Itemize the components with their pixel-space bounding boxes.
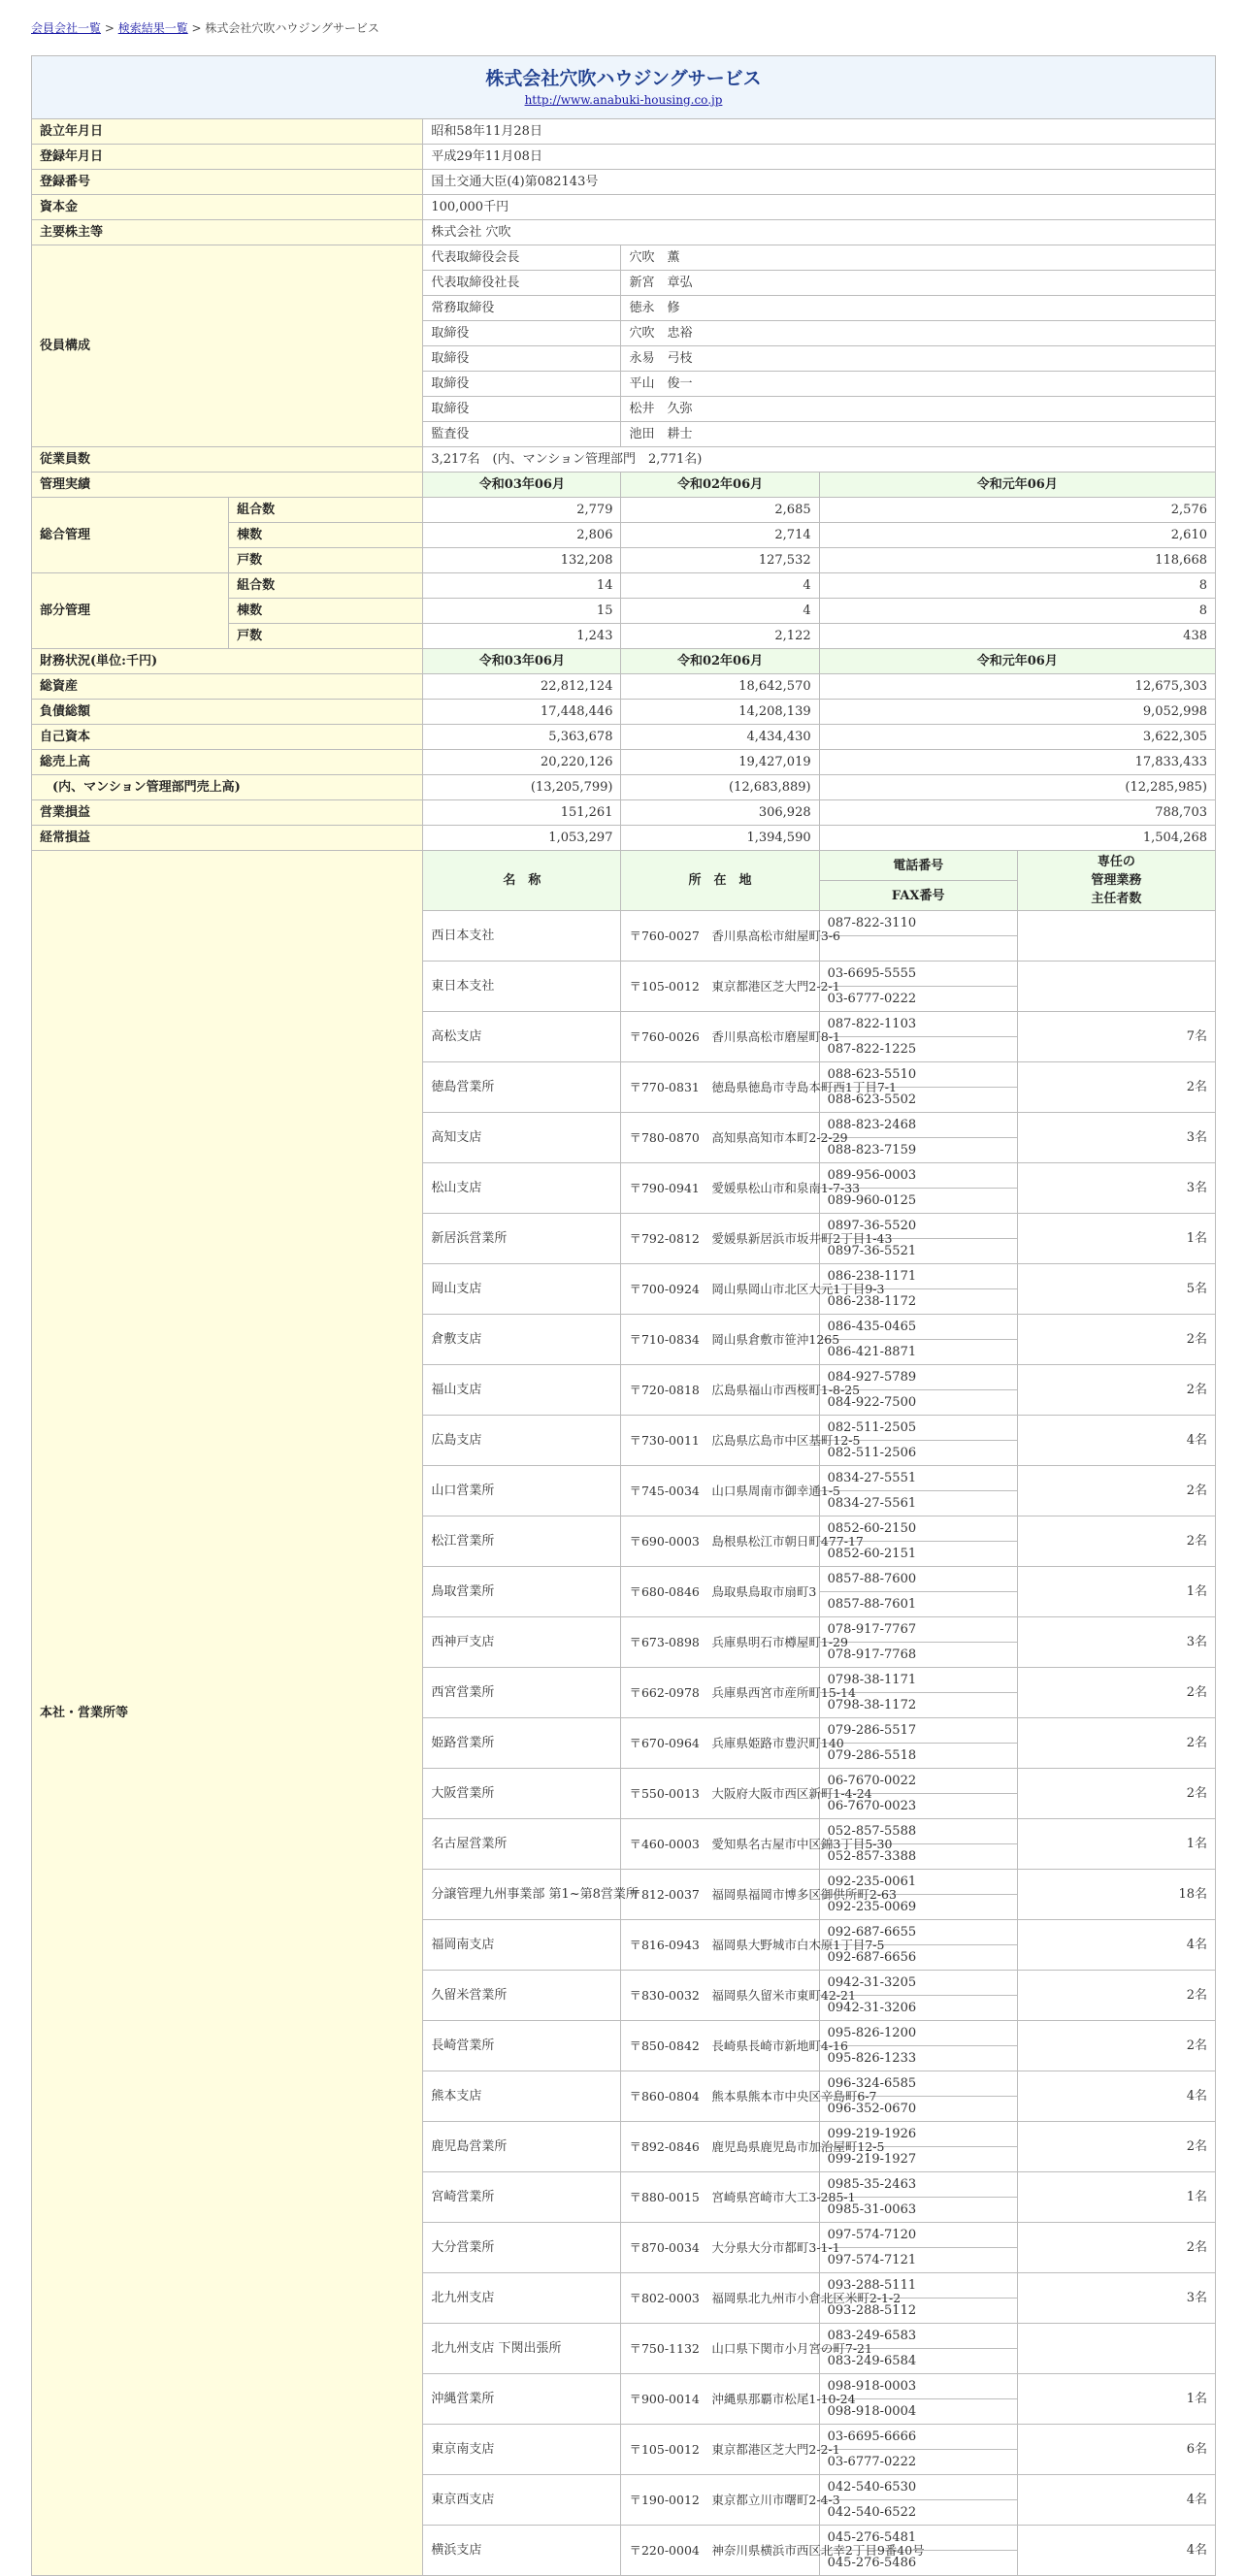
office-fax: 088-623-5502 [819, 1088, 1017, 1113]
office-name: 久留米営業所 [423, 1971, 621, 2021]
info-label: 設立年月日 [32, 119, 423, 145]
office-name: 倉敷支店 [423, 1315, 621, 1365]
office-tel: 0942-31-3205 [819, 1971, 1017, 1996]
info-value: 100,000千円 [423, 195, 1216, 220]
office-address: 〒220-0004 神奈川県横浜市西区北幸2丁目9番40号 [621, 2526, 819, 2576]
company-name: 株式会社穴吹ハウジングサービス [485, 67, 762, 89]
breadcrumb-results-link[interactable]: 検索結果一覧 [117, 21, 188, 35]
office-fax: 06-7670-0023 [819, 1794, 1017, 1819]
office-manager-count: 2名 [1017, 2122, 1215, 2172]
finance-value: 17,448,446 [423, 700, 621, 725]
finance-row-label: (内、マンション管理部門売上高) [32, 775, 423, 800]
info-row [32, 220, 1216, 245]
office-address: 〒870-0034 大分県大分市都町3-1-1 [621, 2223, 819, 2273]
officer-title: 取締役 [423, 321, 621, 346]
finance-value: (12,285,985) [819, 775, 1215, 800]
office-tel: 0834-27-5551 [819, 1466, 1017, 1491]
finance-row-label: 営業損益 [32, 800, 423, 826]
office-fax: 03-6777-0222 [819, 987, 1017, 1012]
office-name: 名古屋営業所 [423, 1819, 621, 1870]
management-year: 令和03年06月 [423, 473, 621, 498]
office-fax: 093-288-5112 [819, 2299, 1017, 2324]
officer-name: 平山 俊一 [621, 372, 1216, 397]
office-name: 沖縄営業所 [423, 2374, 621, 2425]
office-fax: 087-822-1225 [819, 1037, 1017, 1062]
office-fax: 084-922-7500 [819, 1390, 1017, 1416]
management-value: 2,576 [819, 498, 1215, 523]
office-name: 鳥取営業所 [423, 1567, 621, 1617]
officer-title: 取締役 [423, 372, 621, 397]
office-tel: 06-7670-0022 [819, 1769, 1017, 1794]
finance-value: 4,434,430 [621, 725, 819, 750]
office-name: 大分営業所 [423, 2223, 621, 2273]
office-manager-count: 2名 [1017, 1718, 1215, 1769]
office-tel: 079-286-5517 [819, 1718, 1017, 1744]
office-name: 松山支店 [423, 1163, 621, 1214]
office-tel: 0857-88-7600 [819, 1567, 1017, 1592]
office-name: 福岡南支店 [423, 1920, 621, 1971]
office-fax: 0985-31-0063 [819, 2198, 1017, 2223]
breadcrumb [31, 19, 379, 36]
office-tel: 082-511-2505 [819, 1416, 1017, 1441]
office-fax: 082-511-2506 [819, 1441, 1017, 1466]
office-fax: 083-249-6584 [819, 2349, 1017, 2374]
office-address: 〒105-0012 東京都港区芝大門2-2-1 [621, 2425, 819, 2475]
office-tel: 03-6695-5555 [819, 962, 1017, 987]
office-tel: 03-6695-6666 [819, 2425, 1017, 2450]
office-address: 〒550-0013 大阪府大阪市西区新町1-4-24 [621, 1769, 819, 1819]
office-name: 分譲管理九州事業部 第1~第8営業所 [423, 1870, 621, 1920]
finance-value: (13,205,799) [423, 775, 621, 800]
company-title-cell [32, 56, 1216, 119]
office-tel: 098-918-0003 [819, 2374, 1017, 2399]
offices-header-manager-line: 管理業務 [1091, 873, 1142, 888]
office-tel: 087-822-3110 [819, 911, 1017, 936]
officer-row [32, 245, 1216, 271]
office-fax: 092-687-6656 [819, 1945, 1017, 1971]
management-value: 2,122 [621, 624, 819, 649]
finance-value: 1,053,297 [423, 826, 621, 851]
office-manager-count: 2名 [1017, 1516, 1215, 1567]
office-fax: 096-352-0670 [819, 2097, 1017, 2122]
office-tel: 088-823-2468 [819, 1113, 1017, 1138]
office-name: 徳島営業所 [423, 1062, 621, 1113]
management-row-label: 戸数 [229, 624, 423, 649]
management-value: 8 [819, 573, 1215, 599]
info-label: 資本金 [32, 195, 423, 220]
office-address: 〒105-0012 東京都港区芝大門2-2-1 [621, 962, 819, 1012]
office-name: 山口営業所 [423, 1466, 621, 1516]
finance-row [32, 826, 1216, 851]
office-address: 〒680-0846 鳥取県鳥取市扇町3 [621, 1567, 819, 1617]
finance-row-label: 経常損益 [32, 826, 423, 851]
management-value: 2,714 [621, 523, 819, 548]
office-address: 〒880-0015 宮崎県宮崎市大工3-285-1 [621, 2172, 819, 2223]
finance-value: 20,220,126 [423, 750, 621, 775]
office-manager-count [1017, 911, 1215, 962]
office-name: 大阪営業所 [423, 1769, 621, 1819]
office-manager-count: 3名 [1017, 1163, 1215, 1214]
company-url-link[interactable]: http://www.anabuki-housing.co.jp [524, 92, 723, 107]
info-value: 平成29年11月08日 [423, 145, 1216, 170]
office-tel: 097-574-7120 [819, 2223, 1017, 2248]
office-manager-count: 2名 [1017, 1315, 1215, 1365]
office-fax: 099-219-1927 [819, 2147, 1017, 2172]
office-tel: 083-249-6583 [819, 2324, 1017, 2349]
officer-name: 新宮 章弘 [621, 271, 1216, 296]
employees-row [32, 447, 1216, 473]
office-tel: 0798-38-1171 [819, 1668, 1017, 1693]
offices-header-name: 名 称 [423, 851, 621, 911]
office-fax: 095-826-1233 [819, 2046, 1017, 2071]
office-manager-count: 3名 [1017, 1617, 1215, 1668]
office-address: 〒790-0941 愛媛県松山市和泉南1-7-33 [621, 1163, 819, 1214]
management-year: 令和02年06月 [621, 473, 819, 498]
company-detail-table [31, 55, 1216, 2576]
info-label: 登録番号 [32, 170, 423, 195]
office-tel: 042-540-6530 [819, 2475, 1017, 2500]
management-row [32, 573, 1216, 599]
office-address: 〒860-0804 熊本県熊本市中央区辛島町6-7 [621, 2071, 819, 2122]
finance-header-row [32, 649, 1216, 674]
office-fax: 098-918-0004 [819, 2399, 1017, 2425]
office-fax: 052-857-3388 [819, 1844, 1017, 1870]
office-fax: 086-421-8871 [819, 1340, 1017, 1365]
office-manager-count: 3名 [1017, 1113, 1215, 1163]
office-address: 〒460-0003 愛知県名古屋市中区錦3丁目5-30 [621, 1819, 819, 1870]
info-row [32, 119, 1216, 145]
officer-title: 常務取締役 [423, 296, 621, 321]
office-tel: 052-857-5588 [819, 1819, 1017, 1844]
office-name: 宮崎営業所 [423, 2172, 621, 2223]
office-address: 〒792-0812 愛媛県新居浜市坂井町2丁目1-43 [621, 1214, 819, 1264]
office-manager-count: 1名 [1017, 2374, 1215, 2425]
management-row-label: 棟数 [229, 599, 423, 624]
office-tel: 089-956-0003 [819, 1163, 1017, 1189]
office-tel: 078-917-7767 [819, 1617, 1017, 1643]
finance-value: 9,052,998 [819, 700, 1215, 725]
office-tel: 092-235-0061 [819, 1870, 1017, 1895]
management-row [32, 498, 1216, 523]
finance-label: 財務状況(単位:千円) [32, 649, 423, 674]
office-address: 〒745-0034 山口県周南市御幸通1-5 [621, 1466, 819, 1516]
officer-name: 永易 弓枝 [621, 346, 1216, 372]
officer-title: 監査役 [423, 422, 621, 447]
office-tel: 099-219-1926 [819, 2122, 1017, 2147]
finance-value: 14,208,139 [621, 700, 819, 725]
office-manager-count: 4名 [1017, 2526, 1215, 2576]
office-name: 西日本支社 [423, 911, 621, 962]
office-tel: 045-276-5481 [819, 2526, 1017, 2551]
office-tel: 096-324-6585 [819, 2071, 1017, 2097]
office-fax: 0942-31-3206 [819, 1996, 1017, 2021]
offices-header-tel: 電話番号 [819, 851, 1017, 881]
finance-value: (12,683,889) [621, 775, 819, 800]
office-address: 〒770-0831 徳島県徳島市寺島本町西1丁目7-1 [621, 1062, 819, 1113]
office-address: 〒802-0003 福岡県北九州市小倉北区米町2-1-2 [621, 2273, 819, 2324]
office-manager-count: 1名 [1017, 2172, 1215, 2223]
breadcrumb-separator: > [101, 21, 118, 35]
finance-value: 788,703 [819, 800, 1215, 826]
finance-row-label: 総資産 [32, 674, 423, 700]
finance-row [32, 700, 1216, 725]
office-address: 〒662-0978 兵庫県西宮市産所町15-14 [621, 1668, 819, 1718]
office-tel: 0897-36-5520 [819, 1214, 1017, 1239]
office-fax [819, 936, 1017, 962]
office-fax: 03-6777-0222 [819, 2450, 1017, 2475]
finance-value: 3,622,305 [819, 725, 1215, 750]
office-name: 北九州支店 [423, 2273, 621, 2324]
office-manager-count: 2名 [1017, 2223, 1215, 2273]
officers-label: 役員構成 [32, 245, 423, 447]
office-name: 福山支店 [423, 1365, 621, 1416]
office-tel: 0985-35-2463 [819, 2172, 1017, 2198]
management-value: 4 [621, 599, 819, 624]
office-tel: 084-927-5789 [819, 1365, 1017, 1390]
office-manager-count: 2名 [1017, 2021, 1215, 2071]
company-detail [31, 55, 1216, 2576]
management-value: 2,779 [423, 498, 621, 523]
office-name: 横浜支店 [423, 2526, 621, 2576]
finance-value: 1,504,268 [819, 826, 1215, 851]
office-address: 〒816-0943 福岡県大野城市白木原1丁目7-5 [621, 1920, 819, 1971]
management-value: 2,610 [819, 523, 1215, 548]
office-manager-count: 4名 [1017, 1416, 1215, 1466]
office-name: 熊本支店 [423, 2071, 621, 2122]
officer-title: 取締役 [423, 397, 621, 422]
finance-value: 19,427,019 [621, 750, 819, 775]
office-address: 〒750-1132 山口県下関市小月宮の町7-21 [621, 2324, 819, 2374]
office-manager-count: 2名 [1017, 1365, 1215, 1416]
office-fax: 086-238-1172 [819, 1289, 1017, 1315]
management-year: 令和元年06月 [819, 473, 1215, 498]
office-fax: 079-286-5518 [819, 1744, 1017, 1769]
office-address: 〒700-0924 岡山県岡山市北区大元1丁目9-3 [621, 1264, 819, 1315]
finance-value: 306,928 [621, 800, 819, 826]
office-fax: 088-823-7159 [819, 1138, 1017, 1163]
office-name: 長崎営業所 [423, 2021, 621, 2071]
office-address: 〒900-0014 沖縄県那覇市松尾1-10-24 [621, 2374, 819, 2425]
office-fax: 045-276-5486 [819, 2551, 1017, 2576]
info-value: 株式会社 穴吹 [423, 220, 1216, 245]
info-value: 昭和58年11月28日 [423, 119, 1216, 145]
office-tel: 088-623-5510 [819, 1062, 1017, 1088]
finance-row [32, 750, 1216, 775]
office-address: 〒780-0870 高知県高知市本町2-2-29 [621, 1113, 819, 1163]
office-fax: 0798-38-1172 [819, 1693, 1017, 1718]
breadcrumb-separator: > [187, 21, 206, 35]
breadcrumb-members-link[interactable]: 会員会社一覧 [31, 21, 102, 35]
finance-value: 1,394,590 [621, 826, 819, 851]
info-label: 主要株主等 [32, 220, 423, 245]
management-group-label: 総合管理 [32, 498, 229, 573]
management-value: 2,685 [621, 498, 819, 523]
offices-header-manager [1017, 851, 1215, 911]
finance-row [32, 674, 1216, 700]
office-manager-count: 7名 [1017, 1012, 1215, 1062]
offices-header-fax: FAX番号 [819, 881, 1017, 911]
office-address: 〒670-0964 兵庫県姫路市豊沢町140 [621, 1718, 819, 1769]
office-fax: 0852-60-2151 [819, 1542, 1017, 1567]
office-address: 〒710-0834 岡山県倉敷市笹沖1265 [621, 1315, 819, 1365]
office-address: 〒760-0026 香川県高松市磨屋町8-1 [621, 1012, 819, 1062]
management-value: 118,668 [819, 548, 1215, 573]
officer-title: 代表取締役会長 [423, 245, 621, 271]
office-tel: 093-288-5111 [819, 2273, 1017, 2299]
office-name: 高知支店 [423, 1113, 621, 1163]
office-fax: 089-960-0125 [819, 1189, 1017, 1214]
office-address: 〒850-0842 長崎県長崎市新地町4-16 [621, 2021, 819, 2071]
finance-value: 22,812,124 [423, 674, 621, 700]
office-manager-count: 2名 [1017, 1971, 1215, 2021]
management-value: 438 [819, 624, 1215, 649]
office-name: 西宮営業所 [423, 1668, 621, 1718]
office-name: 鹿児島営業所 [423, 2122, 621, 2172]
office-manager-count: 2名 [1017, 1466, 1215, 1516]
officer-name: 穴吹 忠裕 [621, 321, 1216, 346]
office-address: 〒730-0011 広島県広島市中区基町12-5 [621, 1416, 819, 1466]
office-tel: 086-238-1171 [819, 1264, 1017, 1289]
office-address: 〒720-0818 広島県福山市西桜町1-8-25 [621, 1365, 819, 1416]
finance-value: 151,261 [423, 800, 621, 826]
info-label: 登録年月日 [32, 145, 423, 170]
management-value: 15 [423, 599, 621, 624]
office-name: 東京南支店 [423, 2425, 621, 2475]
officer-title: 取締役 [423, 346, 621, 372]
finance-row-label: 総売上高 [32, 750, 423, 775]
management-value: 2,806 [423, 523, 621, 548]
management-header-row [32, 473, 1216, 498]
office-manager-count: 4名 [1017, 2475, 1215, 2526]
management-value: 8 [819, 599, 1215, 624]
office-name: 東京西支店 [423, 2475, 621, 2526]
finance-row [32, 725, 1216, 750]
office-address: 〒760-0027 香川県高松市紺屋町3-6 [621, 911, 819, 962]
office-manager-count: 4名 [1017, 2071, 1215, 2122]
office-address: 〒830-0032 福岡県久留米市東町42-21 [621, 1971, 819, 2021]
office-name: 広島支店 [423, 1416, 621, 1466]
officer-name: 松井 久弥 [621, 397, 1216, 422]
office-manager-count: 1名 [1017, 1819, 1215, 1870]
finance-row-label: 自己資本 [32, 725, 423, 750]
office-name: 北九州支店 下関出張所 [423, 2324, 621, 2374]
office-name: 西神戸支店 [423, 1617, 621, 1668]
office-manager-count: 2名 [1017, 1668, 1215, 1718]
info-value: 国土交通大臣(4)第082143号 [423, 170, 1216, 195]
office-name: 東日本支社 [423, 962, 621, 1012]
office-tel: 095-826-1200 [819, 2021, 1017, 2046]
management-value: 1,243 [423, 624, 621, 649]
office-name: 高松支店 [423, 1012, 621, 1062]
management-row-label: 棟数 [229, 523, 423, 548]
office-name: 姫路営業所 [423, 1718, 621, 1769]
office-manager-count: 4名 [1017, 1920, 1215, 1971]
management-row-label: 戸数 [229, 548, 423, 573]
office-fax: 078-917-7768 [819, 1643, 1017, 1668]
offices-header-address: 所 在 地 [621, 851, 819, 911]
office-tel: 092-687-6655 [819, 1920, 1017, 1945]
office-fax: 0897-36-5521 [819, 1239, 1017, 1264]
office-address: 〒190-0012 東京都立川市曙町2-4-3 [621, 2475, 819, 2526]
officer-name: 池田 耕士 [621, 422, 1216, 447]
finance-value: 18,642,570 [621, 674, 819, 700]
management-row-label: 組合数 [229, 573, 423, 599]
office-address: 〒690-0003 島根県松江市朝日町477-17 [621, 1516, 819, 1567]
officer-name: 穴吹 薫 [621, 245, 1216, 271]
office-manager-count [1017, 2324, 1215, 2374]
info-row [32, 145, 1216, 170]
finance-row-label: 負債総額 [32, 700, 423, 725]
office-name: 松江営業所 [423, 1516, 621, 1567]
management-label: 管理実績 [32, 473, 423, 498]
office-manager-count: 2名 [1017, 1062, 1215, 1113]
management-value: 4 [621, 573, 819, 599]
finance-row [32, 775, 1216, 800]
office-tel: 087-822-1103 [819, 1012, 1017, 1037]
management-value: 14 [423, 573, 621, 599]
office-manager-count: 5名 [1017, 1264, 1215, 1315]
office-manager-count: 1名 [1017, 1567, 1215, 1617]
management-value: 127,532 [621, 548, 819, 573]
finance-year: 令和03年06月 [423, 649, 621, 674]
office-fax: 0834-27-5561 [819, 1491, 1017, 1516]
officer-name: 徳永 修 [621, 296, 1216, 321]
finance-value: 17,833,433 [819, 750, 1215, 775]
finance-row [32, 800, 1216, 826]
office-manager-count: 2名 [1017, 1769, 1215, 1819]
info-row [32, 170, 1216, 195]
offices-header-manager-line: 主任者数 [1091, 892, 1142, 906]
info-row [32, 195, 1216, 220]
employees-value: 3,217名 (内、マンション管理部門 2,771名) [423, 447, 1216, 473]
finance-value: 12,675,303 [819, 674, 1215, 700]
offices-header-row [32, 851, 1216, 881]
office-address: 〒892-0846 鹿児島県鹿児島市加治屋町12-5 [621, 2122, 819, 2172]
office-fax: 042-540-6522 [819, 2500, 1017, 2526]
office-fax: 097-574-7121 [819, 2248, 1017, 2273]
office-manager-count: 18名 [1017, 1870, 1215, 1920]
officer-title: 代表取締役社長 [423, 271, 621, 296]
office-fax: 0857-88-7601 [819, 1592, 1017, 1617]
office-manager-count: 1名 [1017, 1214, 1215, 1264]
office-fax: 092-235-0069 [819, 1895, 1017, 1920]
office-manager-count [1017, 962, 1215, 1012]
employees-label: 従業員数 [32, 447, 423, 473]
office-manager-count: 3名 [1017, 2273, 1215, 2324]
management-value: 132,208 [423, 548, 621, 573]
finance-year: 令和元年06月 [819, 649, 1215, 674]
finance-year: 令和02年06月 [621, 649, 819, 674]
management-group-label: 部分管理 [32, 573, 229, 649]
office-address: 〒812-0037 福岡県福岡市博多区御供所町2-63 [621, 1870, 819, 1920]
office-address: 〒673-0898 兵庫県明石市樽屋町1-29 [621, 1617, 819, 1668]
office-tel: 086-435-0465 [819, 1315, 1017, 1340]
office-tel: 0852-60-2150 [819, 1516, 1017, 1542]
office-name: 岡山支店 [423, 1264, 621, 1315]
offices-label: 本社・営業所等 [32, 851, 423, 2576]
management-row-label: 組合数 [229, 498, 423, 523]
office-manager-count: 6名 [1017, 2425, 1215, 2475]
office-name: 新居浜営業所 [423, 1214, 621, 1264]
breadcrumb-current: 株式会社穴吹ハウジングサービス [205, 21, 379, 35]
finance-value: 5,363,678 [423, 725, 621, 750]
offices-header-manager-line: 専任の [1097, 855, 1135, 869]
